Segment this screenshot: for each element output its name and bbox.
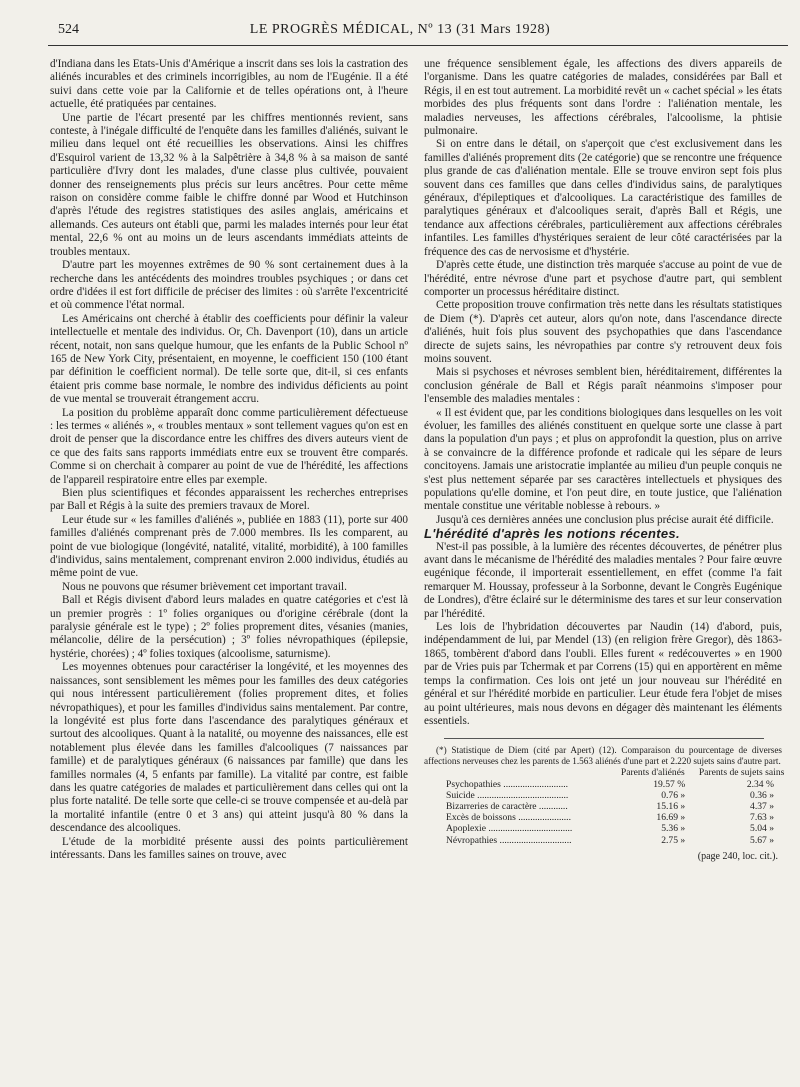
- table-header-cell: Parents d'aliénés: [620, 767, 685, 779]
- table-header-cell: Parents de sujets sains: [698, 767, 785, 779]
- table-cell: Apoplexie ...................................: [446, 823, 573, 835]
- paragraph: une fréquence sensiblement égale, les affections des divers appareils de l'organisme. Dans les quatre catégories de malades, considérées par Ball et Régis, il en est tout autrement. La morbidité revêt un « cachet spécial » les états morbides des plus fréquents sont dans l'ordre : l'aliénation mentale, les maladies nerveuses, les affections cérébrales, l'alcoolisme, la phtisie pulmonaire.: [424, 58, 782, 138]
- table-row: [446, 823, 786, 834]
- paragraph: N'est-il pas possible, à la lumière des récentes découvertes, de pénétrer plus avant dans le mécanisme de l'hérédité des maladies mentales ? Pour faire œuvre eugénique féconde, il importerait essentiellement, en effet (comme l'a fait remarquer M. Houssay, professeur à la Sorbonne, devant le Congrès Eugénique de Londres), d'être éclairé sur le déterminisme des tares et sur leur conservation par l'hérédité.: [424, 540, 782, 620]
- paragraph: Si on entre dans le détail, on s'aperçoit que c'est exclusivement dans les familles d'aliénés proprement dits (2e catégorie) que se rencontre une fréquence plus grande de cas d'aliénation mentale. Elle se trouve environ sept fois plus souvent dans ces familles que dans celles d'individus sains, de paralytiques généraux, d'épileptiques et d'alcooliques. La caractéristique des familles de paralytiques généraux et d'alcooliques serait, d'après Ball et Régis, une tendance aux affections cérébrales, particulièrement aux affections cérébrales infantiles. Les familles d'hystériques seraient de leur côté caractérisées par la fréquence des cas de nervosisme et d'hystérie.: [424, 138, 782, 258]
- section-heading: L'hérédité d'après les notions récentes.: [424, 526, 680, 542]
- footnote-reference: (page 240, loc. cit.).: [697, 850, 778, 862]
- quotation: « Il est évident que, par les conditions biologiques dans lesquelles on les voit évoluer, les familles des aliénés constituent en quelque sorte une classe à part dans la population d'un pays ; et plus on approfondit la question, plus on arrive à se convaincre de la différence profonde et radicale qui les sépare de leurs concitoyens. Jamais une aristocratie implantée au milieu d'un peuple conquis ne s'est plus nettement séparée par ses caractères intellectuels et physiques des populations qu'elle domine, et l'on peut dire, en toute justice, que l'aliénation mentale constitue une véritable noblesse à rebours. »: [424, 406, 782, 513]
- paragraph: Cette proposition trouve confirmation très nette dans les résultats statistiques de Diem (*). D'après cet auteur, alors qu'on note, dans l'ascendance directe d'aliénés, huit fois plus souvent des psychopathies que dans l'ascendance directe de sujets sains, les névropathies par contre s'y retrouvent deux fois moins souvent.: [424, 299, 782, 365]
- page-header: [0, 0, 800, 40]
- table-header-row: [446, 767, 786, 778]
- paragraph: La position du problème apparaît donc comme particulièrement défectueuse : les termes « aliénés », « troubles mentaux » sont tellement vagues qu'on est en droit de penser que la discordance entre les chiffres des divers auteurs vient de ce que des faits sans rapports immédiats entre eux se trouvent être comparés. Comme si on cherchait à comparer au point de vue de l'hérédité, les affections de l'appareil respiratoire entre elles par exemple.: [50, 406, 408, 486]
- table-cell: Névropathies ..............................: [446, 834, 572, 846]
- running-title: LE PROGRÈS MÉDICAL, Nº 13 (31 Mars 1928): [249, 22, 551, 37]
- right-column: [424, 58, 785, 863]
- statistics-table: [446, 767, 786, 845]
- table-row: [446, 790, 786, 801]
- table-cell: 5.67 »: [750, 834, 774, 846]
- table-cell: 2.34 %: [746, 778, 774, 790]
- left-column: [50, 58, 408, 862]
- paragraph: D'après cette étude, une distinction très marquée s'accuse au point de vue de l'hérédité, entre névrose d'une part et psychose d'autre part, qui semblent comporter un processus héréditaire distinct.: [424, 259, 782, 298]
- paragraph: Une partie de l'écart presenté par les chiffres mentionnés revient, sans conteste, à l'inégale difficulté de l'enquête dans les familles d'aliénés, suivant le milieu dans lequel ont été recueillies les observations. Ainsi les chiffres d'Esquirol varient de 13,32 % à la Salpêtrière à 34,8 % à sa maison de santé particulière d'Ivry dont les malades, d'une classe plus cultivée, pouvaient donner des renseignements plus précis sur leurs ancêtres. Pour cette même raison on considère comme faible le chiffre donné par Wood et Hutchinson d'après l'étude des registres statistiques des asiles anglais, américains et allemands. Ces auteurs ont établi que, parmi les malades internés pour leur état mental, 22,6 % ont au moins un de leurs ascendants immédiats atteints de troubles mentaux.: [50, 111, 408, 258]
- table-cell: 0.36 »: [750, 789, 774, 801]
- table-cell: Bizarreries de caractère ............: [446, 800, 568, 812]
- table-cell: Suicide ......................................: [446, 789, 569, 801]
- paragraph: Les lois de l'hybridation découvertes par Naudin (14) d'abord, puis, indépendamment de lui, par Mendel (13) (en religion frère Gregor), dès 1863-1865, tombèrent d'abord dans l'oubli. Elles furent « redécouvertes » en 1900 par de Vries puis par Tchermak et par Correns (15) qui en apportèrent en même temps la confirmation. Ces lois ont jeté un jour nouveau sur l'hérédité en général et sur l'hérédité morbide en particulier. Leur étude fera l'objet de mises au point ultérieures, mais nous devons en dégager dès maintenant les éléments essentiels.: [424, 621, 782, 727]
- table-row: [446, 779, 786, 790]
- header-rule: [48, 45, 788, 46]
- paragraph: Les Américains ont cherché à établir des coefficients pour définir la valeur intellectuelle et mentale des individus. Or, Ch. Davenport (10), dans un article récent, notait, non sans quelque humour, que les enfants de la Public School nº 165 de New York City, présentaient, en moyenne, le coefficient 150 (100 étant par définition le coefficient normal). De telle sorte que, dit-il, si ces enfants étaient pris comme base normale, le nombre des individus déficients au point de vue mental se trouverait étrangement accru.: [50, 312, 408, 406]
- table-cell: 5.04 »: [750, 823, 774, 835]
- table-cell: 4.37 »: [750, 800, 774, 812]
- paragraph: Les moyennes obtenues pour caractériser la longévité, et les moyennes des naissances, sont sensiblement les mêmes pour les familles des deux catégories qui nous intéressent particulièrement (folies proprement dites, et folies névropathiques), et pour les familles d'individus sains mentalement. Par contre, la longévité est plus forte dans l'ascendance des paralytiques généraux et surtout des alcooliques. Quant à la natalité, ou moyenne des naissances, elle est notablement plus élevée dans les familles d'alcooliques (7 naissances par famille) et de paralytiques généraux (6 naissances par famille) que dans les familles normales (4, 5 enfants par famille). La vitalité par contre, est faible dans les quatre catégories de malades et particulièrement dans celles qui ont la plus forte natalité. De telle sorte que celle-ci se trouve compensée et au-delà par la mortalité infantile (entre 0 et 3 ans) qui atteint jusqu'à 80 % dans la descendance des alcooliques.: [50, 661, 408, 835]
- table-row: [446, 812, 786, 823]
- table-cell: 19.57 %: [653, 778, 686, 790]
- paragraph: Nous ne pouvons que résumer brièvement cet important travail.: [62, 580, 347, 593]
- table-cell: 5.36 »: [661, 823, 686, 835]
- paragraph: Jusqu'à ces dernières années une conclusion plus précise aurait été difficile.: [436, 513, 774, 526]
- table-cell: Psychopathies ...........................: [446, 778, 569, 790]
- paragraph: d'Indiana dans les Etats-Unis d'Amérique a inscrit dans ses lois la castration des aliénés incurables et des criminels incorrigibles, au nom de l'Eugénie. Il a été suivi dans cette voie par la Californie et de telles opérations ont, à l'heure actuelle, été pratiquées par centaines.: [50, 58, 408, 111]
- table-cell: Excès de boissons ......................: [446, 812, 571, 824]
- paragraph: Ball et Régis divisent d'abord leurs malades en quatre catégories et c'est là un premier progrès : 1º folies organiques ou d'origine cérébrale (dont la paralysie générale est le type) ; 2º folies proprement dites, vésanies (manies, mélancolie, délire de la persécution) ; 3º folies névropathiques (épilepsie, hystérie, chorées) ; 4º folies toxiques (alcoolisme, saturnisme).: [50, 594, 408, 660]
- paragraph: Mais si psychoses et névroses semblent bien, héréditairement, différentes la conclusion générale de Ball et Régis paraît néanmoins s'imposer pour l'ensemble des maladies mentales :: [424, 366, 782, 406]
- table-cell: 0.76 »: [661, 789, 686, 801]
- paragraph: Leur étude sur « les familles d'aliénés », publiée en 1883 (11), porte sur 400 familles d'aliénés comprenant près de 7.000 membres. Ils les comparent, au point de vue biologique (longévité, natalité, vitalité, morbidité), à 100 familles d'individus, sains mentalement, comprenant environ 2.000 individus, étudiés au même point de vue.: [50, 513, 408, 580]
- footnote-rule: [444, 738, 764, 739]
- table-cell: 7.63 »: [750, 812, 774, 824]
- table-row: [446, 835, 786, 846]
- table-header-cell: [446, 767, 608, 778]
- paragraph: L'étude de la morbidité présente aussi des points particulièrement intéressants. Dans les familles saines on trouve, avec: [50, 835, 408, 861]
- table-cell: 16.69 »: [656, 812, 686, 824]
- paragraph: Bien plus scientifiques et fécondes apparaissent les recherches entreprises par Ball et Régis à la suite des premiers travaux de Morel.: [50, 487, 408, 513]
- table-cell: 15.16 »: [656, 800, 686, 812]
- page-number: 524: [58, 22, 79, 37]
- table-cell: 2.75 »: [661, 834, 686, 846]
- footnote-text: (*) Statistique de Diem (cité par Apert) (12). Comparaison du pourcentage de diverses affections nerveuses chez les parents de 1.563 aliénés d'une part et 2.220 sujets sains d'autre part.: [424, 745, 782, 767]
- paragraph: D'autre part les moyennes extrêmes de 90 % sont certainement dues à la recherche dans les antécédents des moindres troubles psychiques ; or dans cet ordre d'idées il est fort difficile de préciser des limites : où s'arrête l'excentricité et où commence l'état normal.: [50, 259, 408, 312]
- table-row: [446, 801, 786, 812]
